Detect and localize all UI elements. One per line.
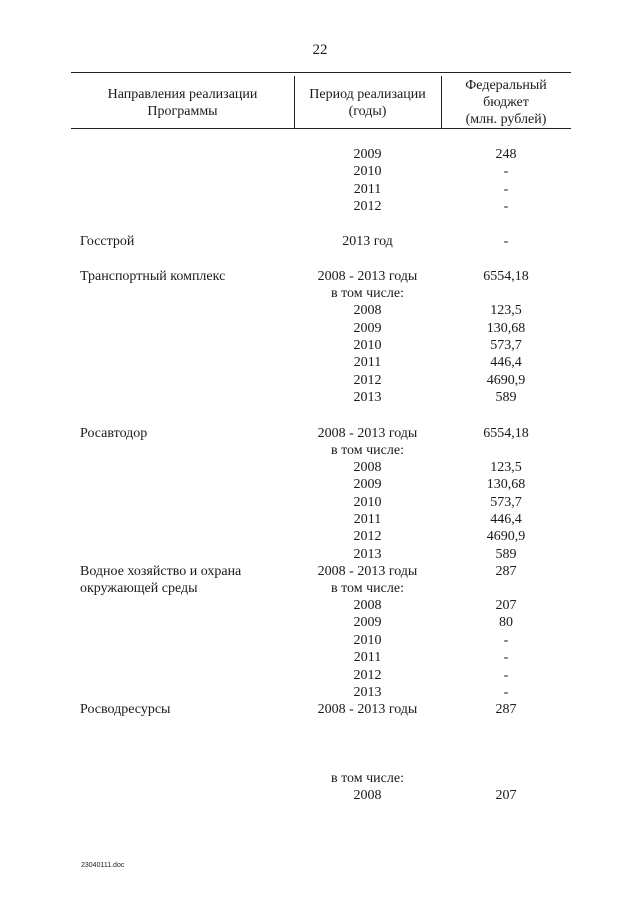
- header-col-directions: [71, 86, 294, 120]
- period-cell: в том числе:: [331, 771, 404, 786]
- budget-cell: -: [503, 234, 509, 249]
- budget-cell: 6554,18: [483, 426, 529, 441]
- header-col-directions-line: Программы: [147, 104, 218, 119]
- header-bottom-rule: [71, 128, 571, 129]
- budget-cell: -: [503, 182, 509, 197]
- period-cell: 2011: [353, 182, 382, 197]
- period-cell: 2011: [353, 512, 382, 527]
- budget-cell: 6554,18: [483, 269, 529, 284]
- budget-cell: 446,4: [490, 512, 522, 527]
- budget-cell: -: [503, 685, 509, 700]
- period-cell: 2010: [353, 633, 382, 648]
- budget-cell: 4690,9: [486, 529, 526, 544]
- period-cell: в том числе:: [331, 286, 404, 301]
- period-cell: 2010: [353, 495, 382, 510]
- budget-cell: -: [503, 650, 509, 665]
- period-cell: 2009: [353, 147, 382, 162]
- period-cell: 2013: [353, 390, 382, 405]
- footer-filename: 23040111.doc: [81, 862, 125, 869]
- budget-cell: 207: [495, 598, 517, 613]
- period-cell: 2008 - 2013 годы: [317, 702, 418, 717]
- budget-cell: 207: [495, 788, 517, 803]
- budget-cell: 589: [495, 547, 517, 562]
- header-col-directions-line: Направления реализации: [107, 87, 258, 102]
- budget-cell: 573,7: [490, 495, 522, 510]
- budget-cell: 287: [495, 702, 517, 717]
- direction-cell: Росавтодор: [80, 426, 148, 441]
- header-top-rule: [71, 72, 571, 73]
- period-cell: в том числе:: [331, 443, 404, 458]
- budget-cell: 589: [495, 390, 517, 405]
- direction-cell: окружающей среды: [80, 581, 198, 596]
- header-col-budget-line: бюджет: [483, 95, 529, 110]
- budget-cell: -: [503, 633, 509, 648]
- budget-cell: 123,5: [490, 460, 522, 475]
- period-cell: 2012: [353, 529, 382, 544]
- period-cell: 2008 - 2013 годы: [317, 426, 418, 441]
- direction-cell: Водное хозяйство и охрана: [80, 564, 242, 579]
- period-cell: 2012: [353, 373, 382, 388]
- header-col-budget-line: (млн. рублей): [465, 112, 547, 127]
- period-cell: 2012: [353, 668, 382, 683]
- direction-cell: Росводресурсы: [80, 702, 171, 717]
- budget-cell: 4690,9: [486, 373, 526, 388]
- period-cell: 2008 - 2013 годы: [317, 564, 418, 579]
- period-cell: 2011: [353, 355, 382, 370]
- budget-cell: 80: [499, 615, 513, 630]
- period-cell: 2013 год: [342, 234, 393, 249]
- period-cell: 2010: [353, 338, 382, 353]
- period-cell: 2012: [353, 199, 382, 214]
- period-cell: 2008: [353, 788, 382, 803]
- budget-cell: 123,5: [490, 303, 522, 318]
- period-cell: 2011: [353, 650, 382, 665]
- budget-cell: 130,68: [486, 321, 526, 336]
- period-cell: 2008 - 2013 годы: [317, 269, 418, 284]
- header-col-budget-line: Федеральный: [465, 78, 547, 93]
- budget-cell: -: [503, 164, 509, 179]
- period-cell: 2009: [353, 615, 382, 630]
- period-cell: 2008: [353, 598, 382, 613]
- budget-cell: 248: [495, 147, 517, 162]
- budget-cell: 573,7: [490, 338, 522, 353]
- budget-cell: 287: [495, 564, 517, 579]
- budget-cell: -: [503, 199, 509, 214]
- budget-cell: -: [503, 668, 509, 683]
- period-cell: 2009: [353, 321, 382, 336]
- period-cell: 2013: [353, 685, 382, 700]
- budget-cell: 446,4: [490, 355, 522, 370]
- direction-cell: Госстрой: [80, 234, 135, 249]
- period-cell: в том числе:: [331, 581, 404, 596]
- page-number: 22: [312, 42, 328, 58]
- period-cell: 2010: [353, 164, 382, 179]
- direction-cell: Транспортный комплекс: [80, 269, 226, 284]
- period-cell: 2013: [353, 547, 382, 562]
- period-cell: 2008: [353, 303, 382, 318]
- period-cell: 2009: [353, 477, 382, 492]
- header-col-period: [294, 86, 441, 120]
- period-cell: 2008: [353, 460, 382, 475]
- header-col-budget: [441, 77, 571, 128]
- header-col-period-line: Период реализации: [309, 87, 426, 102]
- header-col-period-line: (годы): [348, 104, 387, 119]
- budget-cell: 130,68: [486, 477, 526, 492]
